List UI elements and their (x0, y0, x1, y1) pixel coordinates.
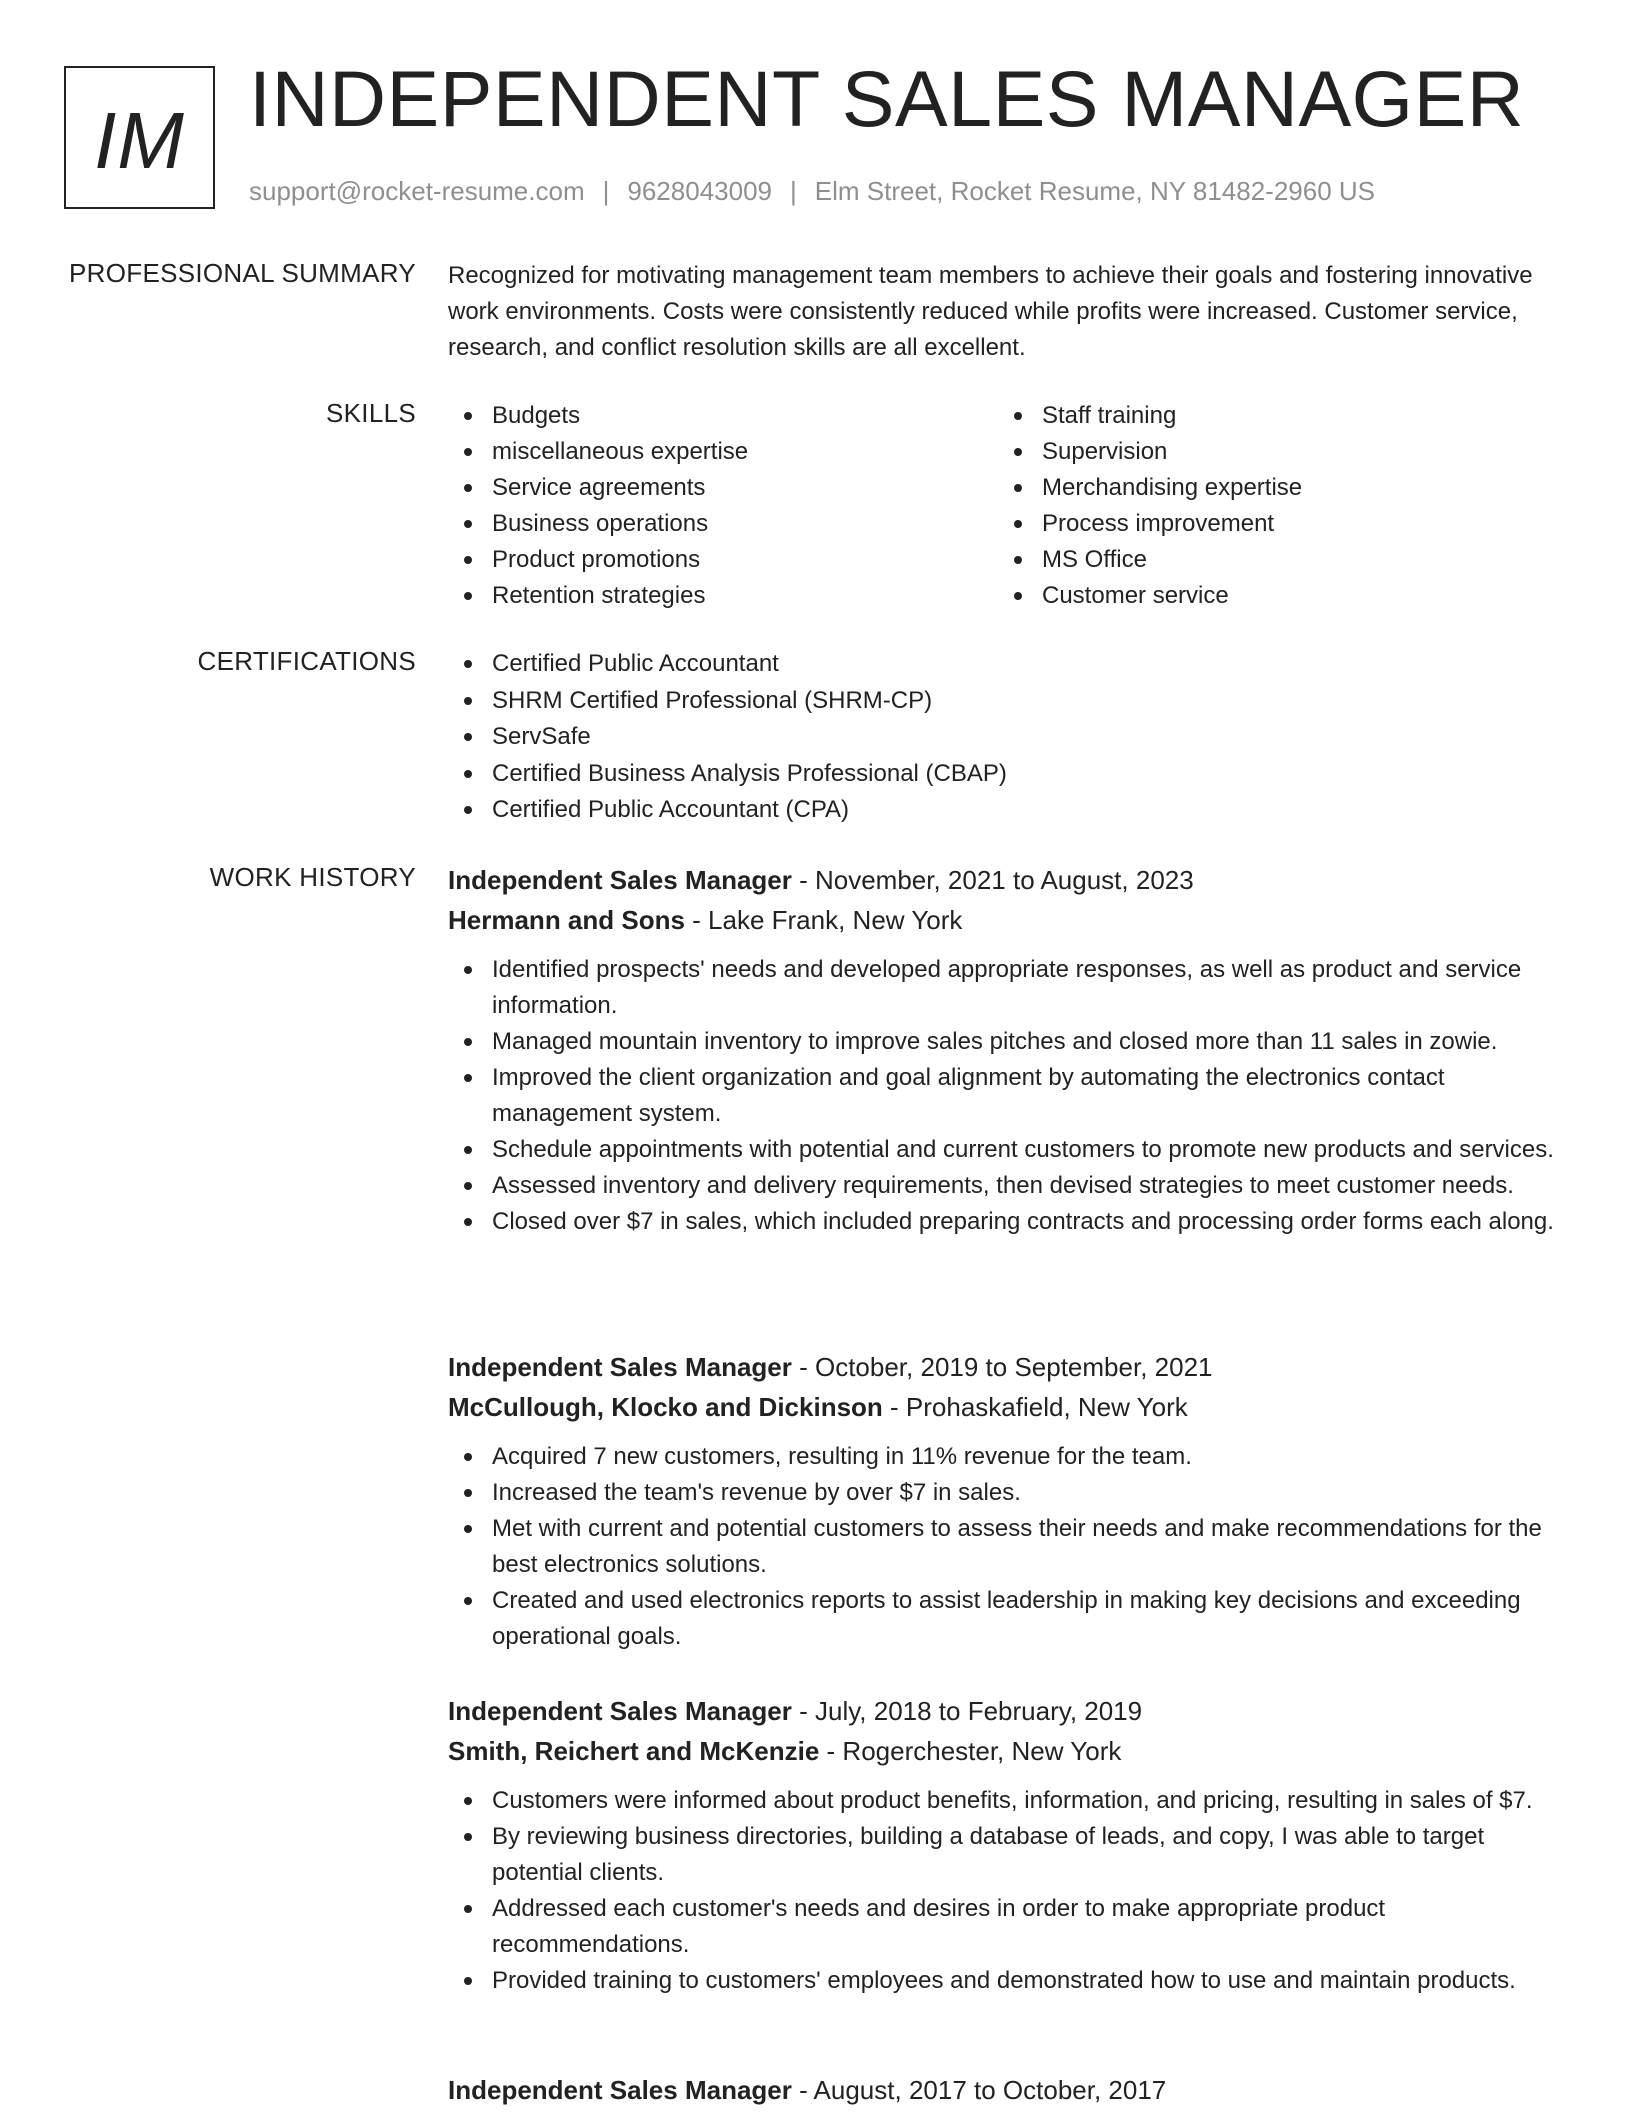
list-item: Schedule appointments with potential and current customers to promote new products and services. (448, 1132, 1563, 1168)
list-item: Certified Public Accountant (448, 646, 1563, 683)
job-dates: - August, 2017 to October, 2017 (791, 2075, 1167, 2105)
list-item: Merchandising expertise (998, 470, 1548, 506)
list-item: Closed over $7 in sales, which included preparing contracts and processing order forms each along. (448, 1204, 1563, 1240)
list-item: Managed mountain inventory to improve sales pitches and closed more than 11 sales in zowie. (448, 1024, 1563, 1060)
list-item: Provided training to customers' employees and demonstrated how to use and maintain products. (448, 1963, 1563, 1999)
job-title-line (448, 1347, 1563, 1387)
list-item: Process improvement (998, 506, 1548, 542)
job-location: - Prohaskafield, New York (882, 1392, 1188, 1422)
contact-address: Elm Street, Rocket Resume, NY 81482-2960 US (814, 176, 1375, 206)
skills-list-left (448, 398, 998, 614)
skills-list-right (998, 398, 1548, 614)
page-title: INDEPENDENT SALES MANAGER (249, 54, 1525, 143)
job-body (448, 860, 1563, 1240)
summary-text: Recognized for motivating management team members to achieve their goals and fostering innovative work environments. Costs were consistently reduced while profits were increased. Customer service, research, and conflict resolution skills are all excellent. (448, 262, 1533, 361)
list-item: Supervision (998, 434, 1548, 470)
certifications-body (448, 646, 1563, 829)
list-item: ServSafe (448, 719, 1563, 756)
list-item: Customers were informed about product benefits, information, and pricing, resulting in sales of $7. (448, 1783, 1563, 1819)
list-item: Identified prospects' needs and developed appropriate responses, as well as product and service information. (448, 952, 1563, 1024)
list-item: Service agreements (448, 470, 998, 506)
job-company-line (448, 1731, 1563, 1771)
list-item: By reviewing business directories, building a database of leads, and copy, I was able to target potential clients. (448, 1819, 1563, 1891)
job-company-line (448, 900, 1563, 940)
list-item: MS Office (998, 542, 1548, 578)
section-label-summary: PROFESSIONAL SUMMARY (69, 258, 416, 288)
contact-phone: 9628043009 (627, 176, 772, 206)
list-item: Budgets (448, 398, 998, 434)
job-dates: - October, 2019 to September, 2021 (791, 1352, 1213, 1382)
list-item: Created and used electronics reports to assist leadership in making key decisions and exceeding operational goals. (448, 1583, 1563, 1655)
job-company: Hermann and Sons (448, 905, 685, 935)
list-item: Product promotions (448, 542, 998, 578)
skills-body (448, 398, 1563, 614)
monogram-initials: IM (94, 95, 185, 185)
skills-grid (448, 398, 1563, 614)
job-title: Independent Sales Manager (448, 1352, 792, 1382)
list-item: SHRM Certified Professional (SHRM-CP) (448, 683, 1563, 720)
job-company: McCullough, Klocko and Dickinson (448, 1392, 883, 1422)
job-bullets (448, 952, 1563, 1240)
list-item: Customer service (998, 578, 1548, 614)
contact-line (249, 176, 1375, 207)
certifications-list (448, 646, 1563, 829)
contact-separator: | (602, 176, 610, 206)
job-body (448, 2070, 1563, 2110)
job-title: Independent Sales Manager (448, 2075, 792, 2105)
list-item: Certified Business Analysis Professional (CBAP) (448, 756, 1563, 793)
list-item: Addressed each customer's needs and desires in order to make appropriate product recommendations. (448, 1891, 1563, 1963)
job-location: - Rogerchester, New York (819, 1736, 1122, 1766)
job-dates: - November, 2021 to August, 2023 (791, 865, 1194, 895)
job-title-line (448, 860, 1563, 900)
list-item: Improved the client organization and goal alignment by automating the electronics contact management system. (448, 1060, 1563, 1132)
list-item: Retention strategies (448, 578, 998, 614)
list-item: Assessed inventory and delivery requirements, then devised strategies to meet customer needs. (448, 1168, 1563, 1204)
list-item: Increased the team's revenue by over $7 in sales. (448, 1475, 1563, 1511)
list-item: Certified Public Accountant (CPA) (448, 792, 1563, 829)
job-company: Smith, Reichert and McKenzie (448, 1736, 820, 1766)
section-label-work-history: WORK HISTORY (209, 862, 416, 892)
list-item: Acquired 7 new customers, resulting in 11% revenue for the team. (448, 1439, 1563, 1475)
list-item: Business operations (448, 506, 998, 542)
job-location: - Lake Frank, New York (684, 905, 963, 935)
job-title-line (448, 1691, 1563, 1731)
list-item: miscellaneous expertise (448, 434, 998, 470)
job-body (448, 1347, 1563, 1655)
job-title: Independent Sales Manager (448, 865, 792, 895)
job-bullets (448, 1439, 1563, 1655)
job-company-line (448, 1387, 1563, 1427)
list-item: Met with current and potential customers to assess their needs and make recommendations for the best electronics solutions. (448, 1511, 1563, 1583)
contact-separator: | (790, 176, 797, 206)
contact-email: support@rocket-resume.com (249, 176, 585, 206)
job-title-line (448, 2070, 1563, 2110)
monogram-box (64, 66, 215, 209)
job-body (448, 1691, 1563, 1999)
job-title: Independent Sales Manager (448, 1696, 792, 1726)
section-label-skills: SKILLS (326, 398, 416, 428)
job-bullets (448, 1783, 1563, 1999)
job-dates: - July, 2018 to February, 2019 (791, 1696, 1143, 1726)
section-label-certifications: CERTIFICATIONS (197, 646, 416, 676)
list-item: Staff training (998, 398, 1548, 434)
